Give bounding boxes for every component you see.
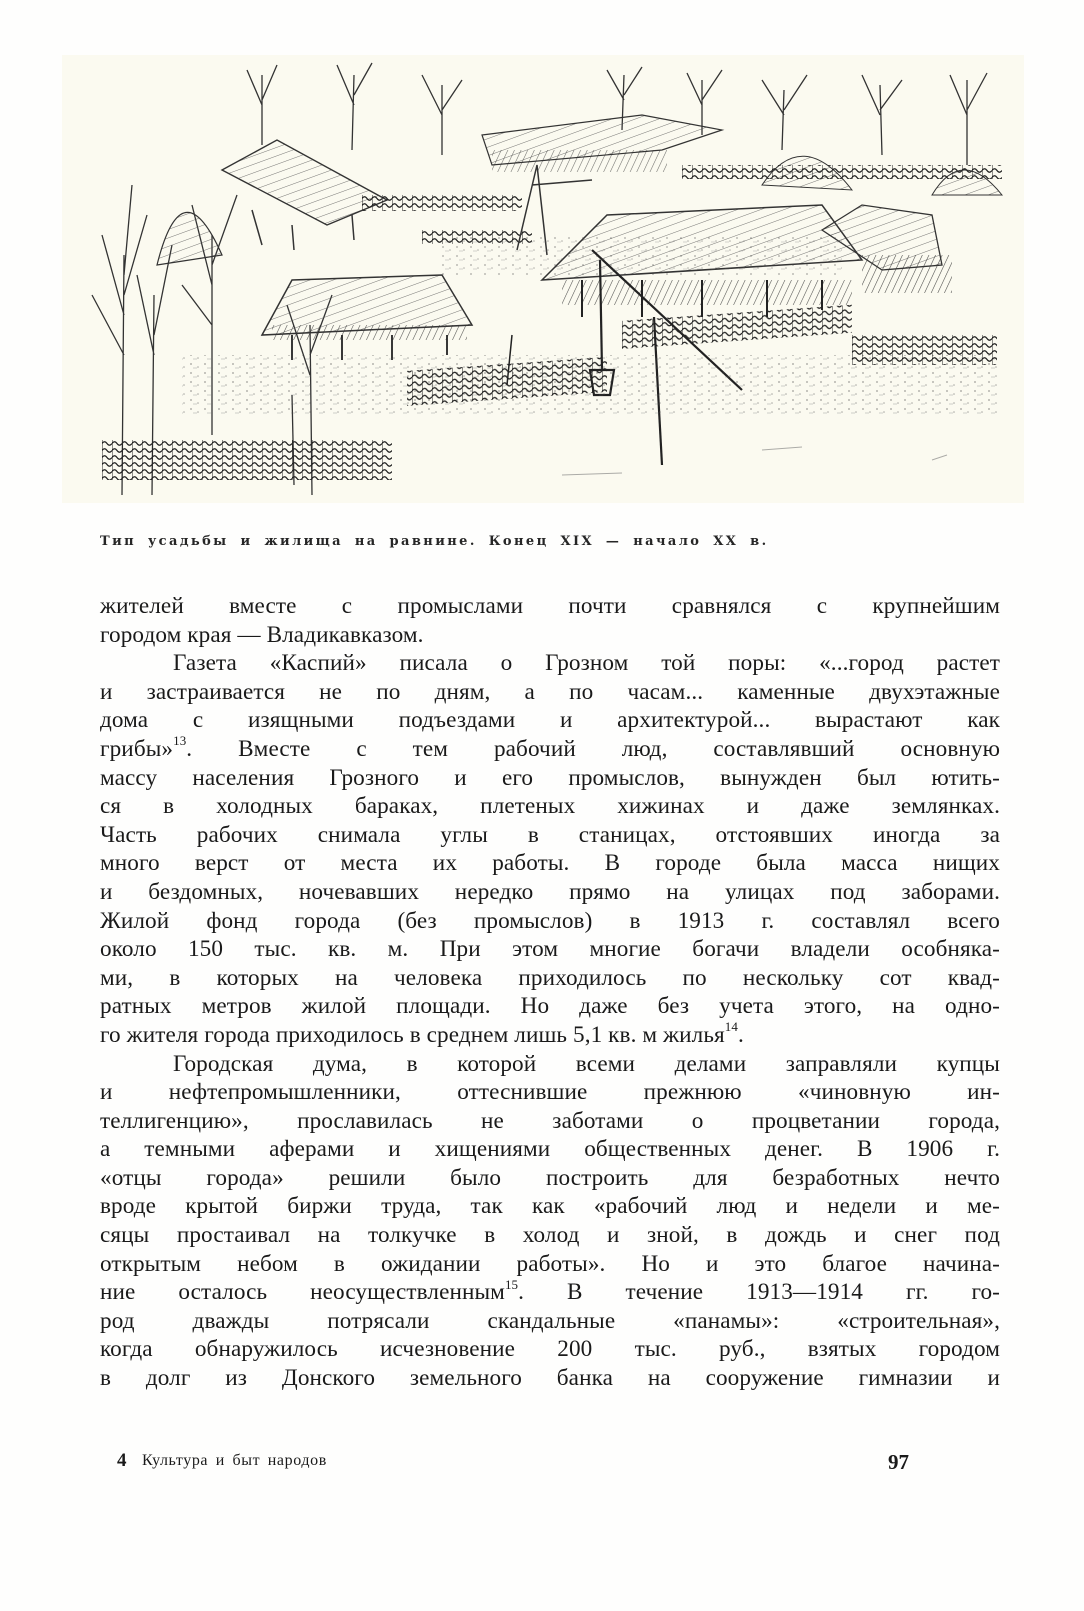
text-line-content: когда обнаружилось исчезновение 200 тыс. руб., взятых городом xyxy=(100,1336,1000,1363)
text-line xyxy=(100,1364,1000,1393)
text-line-content: вроде крытой биржи труда, так как «рабочий люд и недели и ме- xyxy=(100,1193,1000,1220)
text-line xyxy=(100,1221,1000,1250)
text-line-content: ратных метров жилой площади. Но даже без учета этого, на одно- xyxy=(100,993,1000,1020)
text-line xyxy=(100,1307,1000,1336)
text-line-content: около 150 тыс. кв. м. При этом многие богачи владели особняка- xyxy=(100,936,1000,963)
text-line-content: Жилой фонд города (без промыслов) в 1913 г. составлял всего xyxy=(100,907,1000,934)
text-line-content: и нефтепромышленники, оттеснившие прежнюю «чиновную ин- xyxy=(100,1079,1000,1106)
text-line xyxy=(100,1078,1000,1107)
text-line xyxy=(100,764,1000,793)
text-line xyxy=(100,1135,1000,1164)
signature-number: 4 xyxy=(117,1450,127,1471)
text-line xyxy=(100,1164,1000,1193)
footnote-reference: 15 xyxy=(504,1276,519,1292)
page-number: 97 xyxy=(888,1450,909,1474)
footnote-reference: 14 xyxy=(724,1019,738,1035)
text-line xyxy=(100,621,1000,650)
text-line-content: «отцы города» решили было построить для безработных нечто xyxy=(100,1164,1000,1191)
text-line-content: открытым небом в ожидании работы». Но и это благое начина- xyxy=(100,1250,1000,1277)
text-line-content: массу населения Грозного и его промыслов, вынужден был ютить- xyxy=(100,764,1000,791)
text-line xyxy=(100,907,1000,936)
text-line-content: Часть рабочих снимала углы в станицах, отстоявших иногда за xyxy=(100,821,1000,848)
text-line-content: много верст от места их работы. В городе была масса нищих xyxy=(100,850,1000,877)
text-line xyxy=(100,878,1000,907)
text-line-content: ми, в которых на человека приходилось по нескольку сот квад- xyxy=(100,964,1000,991)
text-line-content: Городская дума, в которой всеми делами заправляли купцы xyxy=(173,1050,1000,1077)
text-line-content: в долг из Донского земельного банка на сооружение гимназии и xyxy=(100,1365,1000,1392)
text-line xyxy=(100,1192,1000,1221)
text-line-content: . Вместе с тем рабочий люд, составлявший основную xyxy=(186,735,1000,762)
text-line xyxy=(100,649,1000,678)
text-line-content: и бездомных, ночевавших нередко прямо на улицах под заборами. xyxy=(100,878,1000,905)
body-text xyxy=(100,592,1000,1393)
text-line-content: городом края — Владикавказом. xyxy=(100,621,424,648)
text-line-content: жителей вместе с промыслами почти сравнялся с крупнейшим xyxy=(100,593,1000,619)
text-line-content: дома с изящными подъездами и архитектурой... вырастают как xyxy=(100,707,1000,734)
text-line xyxy=(100,821,1000,850)
text-line-content: ся в холодных бараках, плетеных хижинах и даже землянках. xyxy=(100,793,1000,820)
text-line xyxy=(100,935,1000,964)
text-line-content: а темными аферами и хищениями общественных денег. В 1906 г. xyxy=(100,1136,1000,1163)
text-line-content: род дважды потрясали скандальные «панамы»: «строительная», xyxy=(100,1307,1000,1334)
text-line xyxy=(100,1278,1000,1307)
text-line-content: Газета «Каспий» писала о Грозном той поры: «...город растет xyxy=(173,650,1000,677)
text-line-content: . В течение 1913—1914 гг. го- xyxy=(518,1279,1000,1306)
text-line xyxy=(100,849,1000,878)
text-line xyxy=(100,1335,1000,1364)
figure-caption: Тип усадьбы и жилища на равнине. Конец XIX — начало XX в. xyxy=(100,534,769,549)
footnote-reference: 13 xyxy=(173,733,187,749)
text-line-content: теллигенцию», прославилась не заботами о процветании города, xyxy=(100,1107,1000,1134)
text-line xyxy=(100,1021,1000,1050)
farmstead-illustration xyxy=(62,55,1024,503)
text-line xyxy=(100,964,1000,993)
text-line xyxy=(100,1250,1000,1279)
text-line-lead: ние осталось неосуществленным xyxy=(100,1279,505,1306)
text-line-content: . xyxy=(738,1021,744,1048)
text-line xyxy=(100,592,1000,621)
text-line xyxy=(100,706,1000,735)
text-line xyxy=(100,792,1000,821)
text-line xyxy=(100,735,1000,764)
text-line-lead: го жителя города приходилось в среднем лишь 5,1 кв. м жилья xyxy=(100,1021,725,1048)
text-line-lead: грибы» xyxy=(100,735,174,762)
text-line-content: и застраивается не по дням, а по часам... каменные двухэтажные xyxy=(100,678,1000,705)
text-line xyxy=(100,1050,1000,1079)
text-line xyxy=(100,992,1000,1021)
text-line xyxy=(100,1107,1000,1136)
signature-title: Культура и быт народов xyxy=(142,1452,327,1469)
text-line-content: сяцы простаивал на толкучке в холод и зной, в дождь и снег под xyxy=(100,1222,1000,1249)
illustration-drawing xyxy=(62,55,1024,503)
text-line xyxy=(100,678,1000,707)
